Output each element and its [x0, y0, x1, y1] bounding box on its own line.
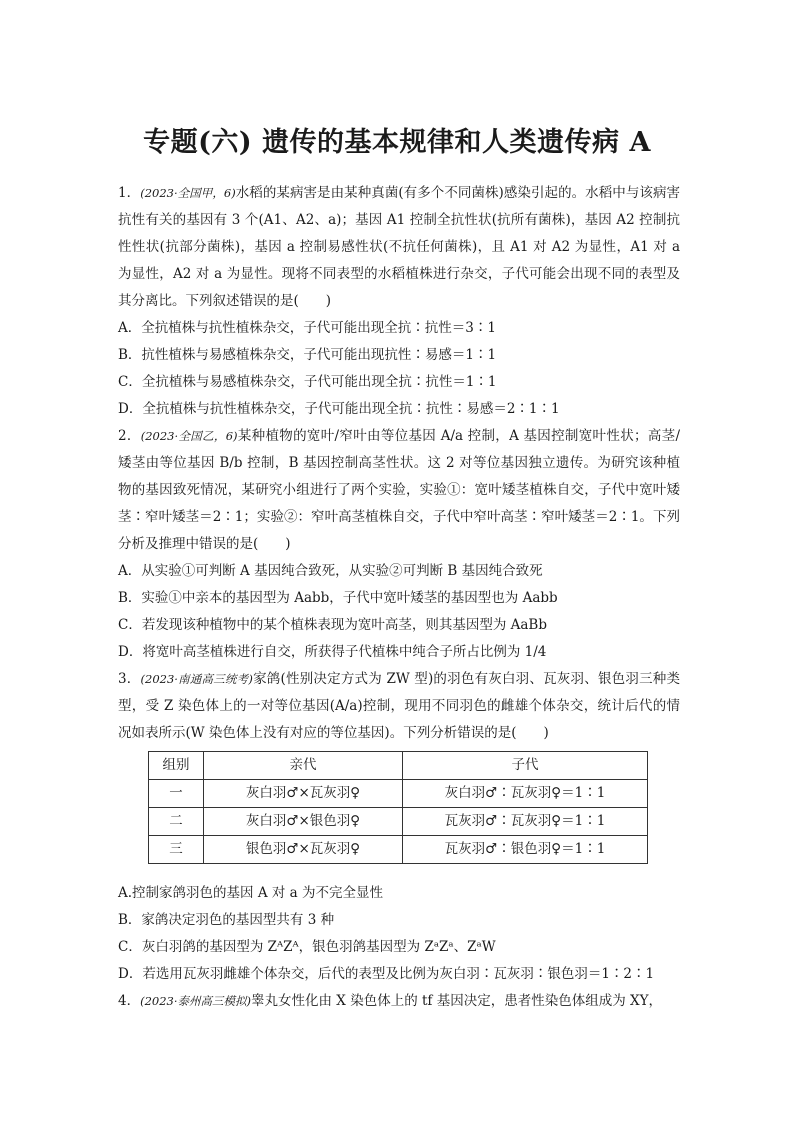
table-cell: 三: [149, 836, 204, 864]
table-header: 亲代: [204, 752, 403, 780]
question-stem: 某种植物的宽叶/窄叶由等位基因 A/a 控制，A 基因控制宽叶性状；高茎/矮茎由等位基因 B/b 控制，B 基因控制高茎性状。这 2 对等位基因独立遗传。为研究该种植物的基因致死情况，某研究小组进行了两个实验，实验①：宽叶矮茎植株自交，子代中宽叶矮茎∶窄叶矮茎＝2∶1；实验②：窄叶高茎植株自交，子代中窄叶高茎∶窄叶矮茎＝2∶1。下列分析及推理中错误的是( ): [118, 428, 680, 552]
option-d: D．若选用瓦灰羽雌雄个体杂交，后代的表型及比例为灰白羽∶瓦灰羽∶银色羽＝1∶2∶1: [118, 966, 655, 982]
table-cell: 银色羽♂×瓦灰羽♀: [204, 836, 403, 864]
option-c: C．若发现该种植物中的某个植株表现为宽叶高茎，则其基因型为 AaBb: [118, 617, 547, 633]
table-header: 子代: [403, 752, 648, 780]
option-a: A．全抗植株与抗性植株杂交，子代可能出现全抗∶抗性＝3∶1: [118, 320, 496, 336]
table-header: 组别: [149, 752, 204, 780]
table-cell: 灰白羽♂×瓦灰羽♀: [204, 780, 403, 808]
table-cell: 瓦灰羽♂∶瓦灰羽♀＝1∶1: [403, 808, 648, 836]
cross-results-table: [148, 751, 648, 864]
table-row: [149, 808, 648, 836]
question-source: (2023·全国甲，6): [140, 186, 236, 200]
option-b: B．实验①中亲本的基因型为 Aabb，子代中宽叶矮茎的基因型也为 Aabb: [118, 590, 558, 606]
table-cell: 瓦灰羽♂∶银色羽♀＝1∶1: [403, 836, 648, 864]
option-c: C．灰白羽鸽的基因型为 ZᴬZᴬ，银色羽鸽基因型为 ZᵃZᵃ、ZᵃW: [118, 939, 496, 955]
question-stem: 水稻的某病害是由某种真菌(有多个不同菌株)感染引起的。水稻中与该病害抗性有关的基因有 3 个(A1、A2、a)；基因 A1 控制全抗性状(抗所有菌株)，基因 A2 控制抗性性状(抗部分菌株)，基因 a 控制易感性状(不抗任何菌株)，且 A1 对 A2 为显性，A1 对 a 为显性，A2 对 a 为显性。现将不同表型的水稻植株进行杂交，子代可能会出现不同的表型及其分离比。下列叙述错误的是( ): [118, 185, 680, 309]
option-a: A．从实验①可判断 A 基因纯合致死，从实验②可判断 B 基因纯合致死: [118, 563, 543, 579]
table-cell: 二: [149, 808, 204, 836]
question-3: [118, 666, 680, 747]
question-stem: 家鸽(性别决定方式为 ZW 型)的羽色有灰白羽、瓦灰羽、银色羽三种类型，受 Z 染色体上的一对等位基因(A/a)控制，现用不同羽色的雌雄个体杂交，统计后代的情况如表所示(W 染色体上没有对应的等位基因)。下列分析错误的是( ): [118, 671, 680, 741]
table-cell: 灰白羽♂∶瓦灰羽♀＝1∶1: [403, 780, 648, 808]
option-d: D．全抗植株与抗性植株杂交，子代可能出现全抗∶抗性∶易感＝2∶1∶1: [118, 401, 560, 417]
table-header-row: [149, 752, 648, 780]
page-title: 专题(六) 遗传的基本规律和人类遗传病 A: [143, 127, 651, 158]
table-cell: 一: [149, 780, 204, 808]
question-source: (2023·南通高三统考): [140, 672, 253, 686]
question-number: 2．: [118, 428, 141, 444]
question-stem: 睾丸女性化由 X 染色体上的 tf 基因决定，患者性染色体组成为 XY，: [251, 993, 663, 1009]
table-cell: 灰白羽♂×银色羽♀: [204, 808, 403, 836]
question-number: 4．: [118, 993, 141, 1009]
question-2: [118, 423, 680, 558]
question-1: [118, 180, 680, 315]
option-d: D．将宽叶高茎植株进行自交，所获得子代植株中纯合子所占比例为 1/4: [118, 644, 547, 660]
question-source: (2023·泰州高三模拟): [140, 994, 251, 1008]
question-number: 3．: [118, 671, 141, 687]
option-c: C．全抗植株与易感植株杂交，子代可能出现全抗∶抗性＝1∶1: [118, 374, 497, 390]
option-a: A.控制家鸽羽色的基因 A 对 a 为不完全显性: [118, 885, 384, 901]
question-number: 1．: [118, 185, 141, 201]
option-b: B．家鸽决定羽色的基因型共有 3 种: [118, 912, 335, 928]
option-b: B．抗性植株与易感植株杂交，子代可能出现抗性∶易感＝1∶1: [118, 347, 497, 363]
question-source: (2023·全国乙，6): [140, 429, 238, 443]
table-row: [149, 780, 648, 808]
question-4: [118, 988, 680, 1015]
table-row: [149, 836, 648, 864]
content: [118, 180, 680, 1015]
